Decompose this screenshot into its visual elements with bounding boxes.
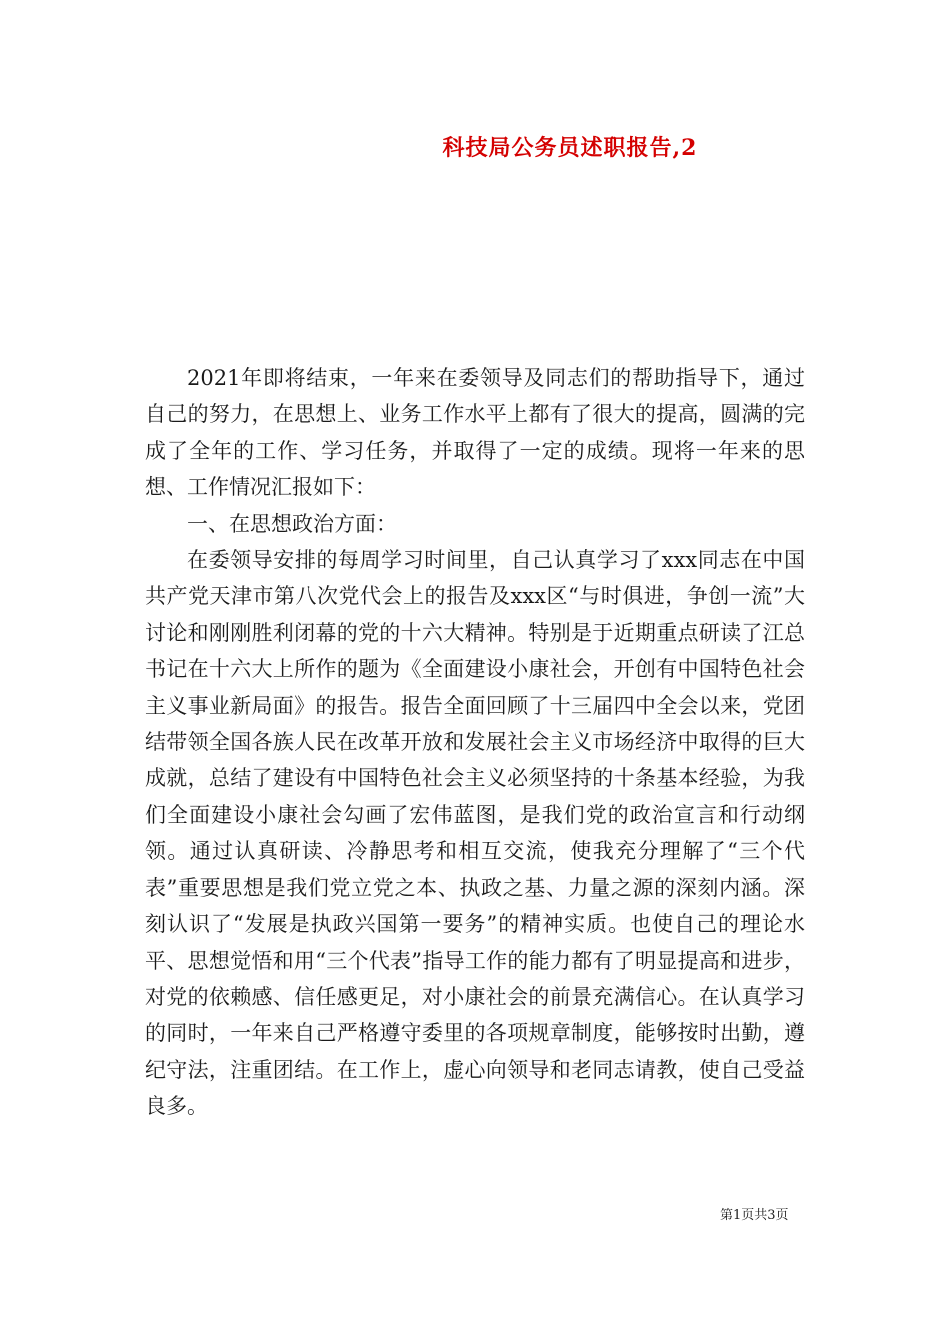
section-heading-ideology: 一、在思想政治方面： bbox=[187, 511, 397, 536]
document-body bbox=[145, 360, 805, 1125]
body-paragraph-study: 在委领导安排的每周学习时间里，自己认真学习了xxx同志在中国共产党天津市第八次党代会上的报告及xxx区“与时俱进，争创一流”大讨论和刚刚胜利闭幕的党的十六大精神。特别是于近期重点研读了江总书记在十六大上所作的题为《全面建设小康社会，开创有中国特色社会主义事业新局面》的报告。报告全面回顾了十三届四中全会以来，党团结带领全国各族人民在改革开放和发展社会主义市场经济中取得的巨大成就，总结了建设有中国特色社会主义必须坚持的十条基本经验，为我们全面建设小康社会勾画了宏伟蓝图，是我们党的政治宣言和行动纲领。通过认真研读、冷静思考和相互交流，使我充分理解了“三个代表”重要思想是我们党立党之本、执政之基、力量之源的深刻内涵。深刻认识了“发展是执政兴国第一要务”的精神实质。也使自己的理论水平、思想觉悟和用“三个代表”指导工作的能力都有了明显提高和进步，对党的依赖感、信任感更足，对小康社会的前景充满信心。在认真学习的同时，一年来自己严格遵守委里的各项规章制度，能够按时出勤，遵纪守法，注重团结。在工作上，虚心向领导和老同志请教，使自己受益良多。 bbox=[145, 548, 805, 1119]
page-number-footer: 第1页共3页 bbox=[720, 1208, 789, 1223]
document-title: 科技局公务员述职报告,2 bbox=[442, 135, 698, 161]
body-paragraph-intro: 2021年即将结束，一年来在委领导及同志们的帮助指导下，通过自己的努力，在思想上、业务工作水平上都有了很大的提高，圆满的完成了全年的工作、学习任务，并取得了一定的成绩。现将一年来的思想、工作情况汇报如下： bbox=[145, 366, 805, 500]
